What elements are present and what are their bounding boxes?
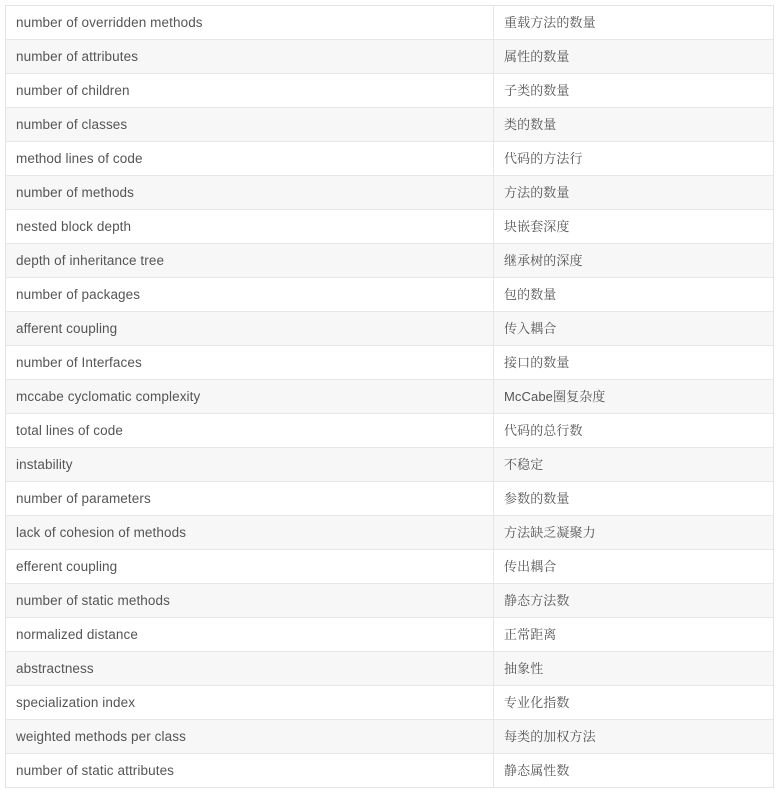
metric-name-en: method lines of code [6,142,494,176]
metric-name-en: number of classes [6,108,494,142]
table-row [6,550,774,584]
table-row [6,74,774,108]
metric-name-zh: 正常距离 [494,618,774,652]
metric-name-en: nested block depth [6,210,494,244]
table-row [6,482,774,516]
table-row [6,720,774,754]
metric-name-en: number of attributes [6,40,494,74]
metric-name-en: number of Interfaces [6,346,494,380]
table-row [6,6,774,40]
table-row [6,618,774,652]
metric-name-zh: 参数的数量 [494,482,774,516]
metric-name-en: mccabe cyclomatic complexity [6,380,494,414]
metric-name-zh: 每类的加权方法 [494,720,774,754]
table-row [6,754,774,788]
table-row [6,244,774,278]
metric-name-zh: 抽象性 [494,652,774,686]
table-row [6,210,774,244]
metric-name-en: number of overridden methods [6,6,494,40]
table-row [6,142,774,176]
metric-name-zh: 属性的数量 [494,40,774,74]
table-row [6,584,774,618]
table-row [6,312,774,346]
metric-name-zh: 方法缺乏凝聚力 [494,516,774,550]
metric-name-en: number of packages [6,278,494,312]
metric-name-en: depth of inheritance tree [6,244,494,278]
metric-name-en: specialization index [6,686,494,720]
metric-name-zh: 包的数量 [494,278,774,312]
metric-name-en: afferent coupling [6,312,494,346]
metric-name-zh: 接口的数量 [494,346,774,380]
metric-name-en: normalized distance [6,618,494,652]
table-row [6,686,774,720]
metric-name-zh: 传入耦合 [494,312,774,346]
metric-name-zh: 不稳定 [494,448,774,482]
metric-name-zh: 重载方法的数量 [494,6,774,40]
table-row [6,40,774,74]
metric-name-zh: 方法的数量 [494,176,774,210]
metric-name-zh: 传出耦合 [494,550,774,584]
metric-name-en: number of methods [6,176,494,210]
metric-name-en: number of parameters [6,482,494,516]
metrics-table-body [6,6,774,788]
table-row [6,346,774,380]
metric-name-en: efferent coupling [6,550,494,584]
metric-name-zh: 代码的总行数 [494,414,774,448]
metric-name-zh: 块嵌套深度 [494,210,774,244]
metric-name-zh: 代码的方法行 [494,142,774,176]
software-metrics-translation-table [5,5,774,788]
metric-name-zh: 类的数量 [494,108,774,142]
metric-name-zh: 静态属性数 [504,762,570,778]
metric-name-en: weighted methods per class [6,720,494,754]
table-row [6,448,774,482]
metric-name-en: number of static methods [6,584,494,618]
metric-name-zh: 子类的数量 [494,74,774,108]
table-row [6,652,774,686]
metric-name-en: instability [6,448,494,482]
table-row [6,108,774,142]
metric-name-en: abstractness [6,652,494,686]
table-row [6,516,774,550]
metric-name-zh: McCabe圈复杂度 [494,380,774,414]
table-row [6,278,774,312]
metric-name-en: number of static attributes [6,754,494,788]
metric-name-zh: 继承树的深度 [494,244,774,278]
metric-name-zh: 静态方法数 [494,584,774,618]
metric-name-zh: 专业化指数 [494,686,774,720]
metric-name-en: lack of cohesion of methods [6,516,494,550]
metric-name-en: total lines of code [6,414,494,448]
table-row [6,414,774,448]
table-row [6,380,774,414]
table-row [6,176,774,210]
metric-name-en: number of children [6,74,494,108]
